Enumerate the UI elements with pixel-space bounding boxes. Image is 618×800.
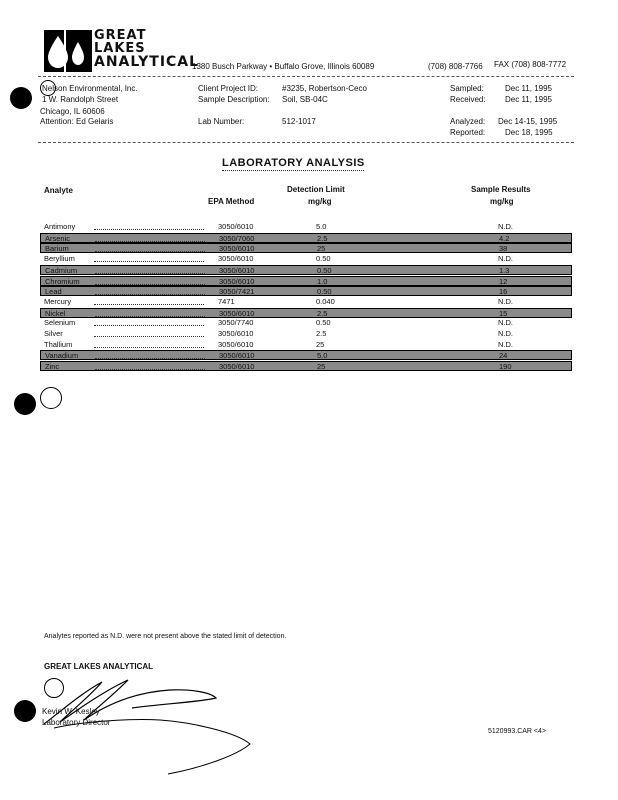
reported-value: Dec 18, 1995 [505, 128, 553, 137]
table-row [40, 340, 572, 350]
table-row [40, 350, 572, 360]
client-company: Nelson Environmental, Inc. [42, 84, 138, 93]
header-rule-top [38, 76, 574, 77]
report-title-underline [222, 170, 364, 171]
method-cell: 3050/7740 [218, 318, 254, 328]
method-cell: 3050/6010 [219, 362, 255, 372]
result-cell: N.D. [498, 296, 513, 306]
limit-cell: 2.5 [316, 329, 327, 338]
analyte-cell: Silver [44, 329, 63, 338]
client-project-label: Client Project ID: [198, 84, 259, 93]
punch-hole-ring-middle [40, 387, 62, 409]
result-cell: 1.3 [499, 265, 510, 275]
analyte-cell: Cadmium [45, 265, 78, 275]
analyte-cell: Nickel [45, 308, 66, 318]
limit-cell: 0.50 [317, 287, 332, 297]
leader-dots [95, 316, 205, 317]
received-value: Dec 11, 1995 [505, 95, 552, 104]
result-cell: 16 [499, 287, 508, 297]
limit-cell: 25 [317, 362, 326, 372]
col-result-header: Sample Results [471, 185, 531, 194]
table-row [40, 297, 572, 307]
table-row [40, 222, 572, 232]
table-row [40, 265, 572, 275]
result-cell: 24 [499, 351, 508, 361]
result-cell: N.D. [498, 339, 513, 349]
table-row [40, 361, 572, 371]
limit-cell: 25 [316, 339, 325, 349]
analyte-cell: Chromium [45, 276, 80, 286]
result-cell: 15 [499, 308, 508, 318]
limit-cell: 2.5 [317, 233, 328, 243]
analyte-cell: Zinc [45, 362, 60, 372]
table-row [40, 329, 572, 339]
leader-dots [95, 241, 205, 242]
col-analyte-header: Analyte [44, 186, 73, 195]
leader-dots [95, 251, 205, 252]
reported-label: Reported: [450, 128, 486, 137]
method-cell: 3050/6010 [218, 254, 254, 264]
lab-number-label: Lab Number: [198, 117, 245, 126]
limit-cell: 2.5 [317, 308, 328, 318]
received-label: Received: [450, 95, 486, 104]
result-cell: N.D. [498, 329, 513, 338]
limit-cell: 0.50 [316, 318, 331, 328]
lab-phone: (708) 808-7766 [428, 62, 483, 71]
lab-address: 1380 Busch Parkway • Buffalo Grove, Illinois 60089 [192, 62, 375, 71]
method-cell: 3050/6010 [219, 265, 255, 275]
analyte-cell: Antimony [44, 222, 76, 231]
sampled-value: Dec 11, 1995 [505, 84, 552, 93]
lab-name-line-3: ANALYTICAL [94, 54, 200, 70]
sampled-label: Sampled: [450, 84, 484, 93]
method-cell: 3050/6010 [218, 222, 254, 231]
result-cell: N.D. [498, 222, 513, 231]
table-row [40, 276, 572, 286]
report-note: Analytes reported as N.D. were not present above the stated limit of detection. [44, 633, 287, 640]
table-row [40, 318, 572, 328]
method-cell: 3050/6010 [218, 329, 254, 338]
limit-cell: 25 [317, 244, 326, 254]
analyzed-label: Analyzed: [450, 117, 486, 126]
table-row [40, 243, 572, 253]
client-attention: Attention: Ed Gelaris [40, 117, 114, 126]
result-cell: 190 [499, 362, 512, 372]
col-method-header: EPA Method [208, 197, 255, 206]
analyte-cell: Beryllium [44, 254, 75, 264]
method-cell: 3050/6010 [219, 351, 255, 361]
lab-number-value: 512-1017 [282, 117, 316, 126]
analyte-cell: Thallium [44, 339, 73, 349]
analyzed-value: Dec 14-15, 1995 [498, 117, 558, 126]
leader-dots [94, 229, 204, 230]
leader-dots [94, 261, 204, 262]
col-detection-unit: mg/kg [308, 197, 332, 206]
result-cell: N.D. [498, 318, 513, 328]
method-cell: 3050/7421 [219, 287, 255, 297]
limit-cell: 0.50 [317, 265, 332, 275]
analyte-cell: Lead [45, 287, 62, 297]
analyte-cell: Arsenic [45, 233, 71, 243]
leader-dots [95, 294, 205, 295]
leader-dots [94, 336, 204, 337]
method-cell: 3050/6010 [218, 339, 254, 349]
lab-name-line-1: GREAT [94, 28, 147, 43]
client-street: 1 W. Randolph Street [42, 95, 119, 104]
footer-file-ref: 5120993.CAR <4> [488, 728, 546, 735]
method-cell: 3050/6010 [219, 276, 255, 286]
water-drop-icon [44, 30, 92, 72]
result-cell: N.D. [498, 254, 513, 264]
punch-hole-middle [14, 393, 36, 415]
lab-fax: FAX (708) 808-7772 [494, 60, 567, 69]
leader-dots [94, 347, 204, 348]
signatory-name: Kevin W. Kesley [42, 707, 100, 716]
leader-dots [95, 369, 205, 370]
table-row [40, 286, 572, 296]
method-cell: 3050/6010 [219, 244, 255, 254]
signatory-title: Laboratory Director [42, 718, 111, 727]
report-title: LABORATORY ANALYSIS [222, 157, 365, 169]
limit-cell: 0.50 [316, 254, 331, 264]
result-cell: 12 [499, 276, 508, 286]
table-row [40, 233, 572, 243]
result-cell: 4.2 [499, 233, 510, 243]
method-cell: 3050/6010 [219, 308, 255, 318]
client-city: Chicago, IL 60606 [40, 107, 105, 116]
method-cell: 3050/7060 [219, 233, 255, 243]
analyte-cell: Mercury [44, 296, 72, 306]
leader-dots [95, 284, 205, 285]
leader-dots [95, 273, 205, 274]
table-row [40, 308, 572, 318]
limit-cell: 1.0 [317, 276, 328, 286]
col-result-unit: mg/kg [490, 197, 514, 206]
leader-dots [94, 325, 204, 326]
method-cell: 7471 [218, 296, 235, 306]
result-cell: 38 [499, 244, 508, 254]
table-row [40, 254, 572, 264]
leader-dots [95, 358, 205, 359]
header-rule-bottom [38, 142, 574, 143]
col-detection-header: Detection Limit [287, 185, 345, 194]
leader-dots [94, 304, 204, 305]
lab-name-line-2: LAKES [94, 41, 146, 56]
limit-cell: 5.0 [316, 222, 327, 231]
signature-company: GREAT LAKES ANALYTICAL [44, 662, 154, 671]
punch-hole-top [10, 87, 32, 109]
limit-cell: 5.0 [317, 351, 328, 361]
lab-logo [44, 28, 200, 74]
client-project-value: #3235, Robertson-Ceco [282, 84, 367, 93]
analyte-cell: Selenium [44, 318, 76, 328]
punch-hole-bottom [14, 700, 36, 722]
sample-description-value: Soil, SB-04C [282, 95, 328, 104]
analyte-cell: Vanadium [45, 351, 79, 361]
limit-cell: 0.040 [316, 296, 335, 306]
analyte-cell: Barium [45, 244, 69, 254]
sample-description-label: Sample Description: [198, 95, 270, 104]
